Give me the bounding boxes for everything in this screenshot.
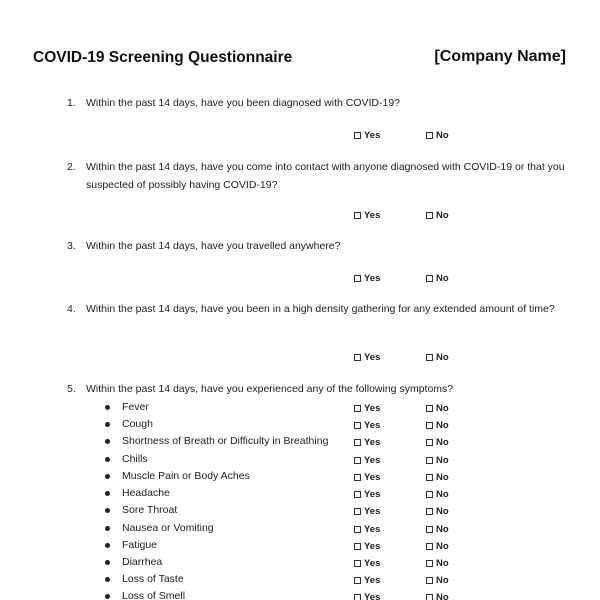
checkbox-icon[interactable] [354,508,361,515]
symptom-item-nausea [0,521,600,538]
no-option[interactable] [426,271,449,285]
yes-option[interactable] [354,453,380,467]
checkbox-icon[interactable] [426,577,433,584]
symptom-item-fever [0,400,600,417]
checkbox-icon[interactable] [426,560,433,567]
question-text: Within the past 14 days, have you been diagnosed with COVID-19? [86,97,401,109]
company-name: [Company Name] [434,48,566,65]
checkbox-icon[interactable] [426,212,433,219]
symptom-label: Loss of Smell [122,590,186,600]
yes-label: Yes [364,574,381,586]
checkbox-icon[interactable] [426,526,433,533]
checkbox-icon[interactable] [354,405,361,412]
no-label: No [436,209,449,221]
bullet-icon [105,577,110,582]
checkbox-icon[interactable] [354,275,361,282]
yes-option[interactable] [354,504,380,518]
yes-option[interactable] [354,435,380,449]
checkbox-icon[interactable] [354,422,361,429]
symptom-item-cough [0,417,600,434]
yes-label: Yes [364,419,381,431]
checkbox-icon[interactable] [426,439,433,446]
checkbox-icon[interactable] [426,543,433,550]
symptom-item-loss-of-smell [0,589,600,600]
yes-label: Yes [364,523,381,535]
no-option[interactable] [426,487,449,501]
no-label: No [436,557,449,569]
question-text: Within the past 14 days, have you travelled anywhere? [86,240,341,252]
yes-option[interactable] [354,401,380,415]
symptom-label: Loss of Taste [122,573,184,585]
yes-option[interactable] [354,539,380,553]
checkbox-icon[interactable] [354,594,361,600]
question-text: Within the past 14 days, have you come into contact with anyone diagnosed with COVID-19 or that you suspected of possibly having COVID-19? [86,161,565,191]
checkbox-icon[interactable] [354,354,361,361]
checkbox-icon[interactable] [426,594,433,600]
yes-option[interactable] [354,590,380,600]
yes-label: Yes [364,272,381,284]
question-text: Within the past 14 days, have you experienced any of the following symptoms? [86,383,454,395]
no-label: No [436,351,449,363]
yes-label: Yes [364,557,381,569]
checkbox-icon[interactable] [354,543,361,550]
question-number: 4. [67,303,76,315]
yes-option[interactable] [354,556,380,570]
yes-label: Yes [364,436,381,448]
checkbox-icon[interactable] [426,508,433,515]
no-label: No [436,488,449,500]
checkbox-icon[interactable] [426,474,433,481]
bullet-icon [105,405,110,410]
symptom-label: Diarrhea [122,556,163,568]
checkbox-icon[interactable] [426,405,433,412]
yes-label: Yes [364,351,381,363]
yes-option[interactable] [354,350,380,364]
checkbox-icon[interactable] [426,275,433,282]
no-option[interactable] [426,453,449,467]
yes-label: Yes [364,591,381,600]
yes-label: Yes [364,129,381,141]
no-label: No [436,454,449,466]
symptom-label: Cough [122,418,153,430]
no-option[interactable] [426,208,449,222]
yes-option[interactable] [354,271,380,285]
checkbox-icon[interactable] [354,474,361,481]
symptom-label: Shortness of Breath or Difficulty in Breathing [122,435,329,447]
symptom-label: Nausea or Vomiting [122,522,214,534]
symptom-item-muscle-pain [0,469,600,486]
no-option[interactable] [426,418,449,432]
no-label: No [436,471,449,483]
symptom-label: Chills [122,453,148,465]
bullet-icon [105,560,110,565]
yes-label: Yes [364,454,381,466]
symptom-item-fatigue [0,538,600,555]
yes-option[interactable] [354,418,380,432]
yes-label: Yes [364,471,381,483]
no-option[interactable] [426,556,449,570]
symptom-label: Fatigue [122,539,158,551]
symptom-label: Fever [122,401,149,413]
no-label: No [436,574,449,586]
no-option[interactable] [426,573,449,587]
no-label: No [436,591,449,600]
checkbox-icon[interactable] [354,526,361,533]
question-3-answers [0,271,600,285]
no-label: No [436,129,449,141]
yes-label: Yes [364,209,381,221]
bullet-icon [105,439,110,444]
question-text: Within the past 14 days, have you been in a high density gathering for any extended amount of time? [86,303,555,315]
no-label: No [436,523,449,535]
no-option[interactable] [426,470,449,484]
no-option[interactable] [426,435,449,449]
no-option[interactable] [426,504,449,518]
bullet-icon [105,508,110,513]
symptom-item-chills [0,452,600,469]
bullet-icon [105,594,110,599]
yes-label: Yes [364,488,381,500]
yes-label: Yes [364,505,381,517]
no-option[interactable] [426,590,449,600]
yes-option[interactable] [354,470,380,484]
yes-option[interactable] [354,573,380,587]
symptom-item-sore-throat [0,503,600,520]
question-number: 2. [67,161,76,173]
question-4-answers [0,350,600,364]
symptom-label: Headache [122,487,170,499]
no-option[interactable] [426,539,449,553]
symptom-item-shortness-of-breath [0,434,600,451]
checkbox-icon[interactable] [426,491,433,498]
no-option[interactable] [426,350,449,364]
no-label: No [436,272,449,284]
yes-option[interactable] [354,487,380,501]
checkbox-icon[interactable] [354,132,361,139]
bullet-icon [105,491,110,496]
yes-option[interactable] [354,208,380,222]
question-number: 3. [67,240,76,252]
no-option[interactable] [426,128,449,142]
yes-label: Yes [364,402,381,414]
checkbox-icon[interactable] [354,560,361,567]
checkbox-icon[interactable] [426,457,433,464]
checkbox-icon[interactable] [426,422,433,429]
question-number: 1. [67,97,76,109]
question-1-answers [0,128,600,142]
bullet-icon [105,543,110,548]
no-option[interactable] [426,401,449,415]
no-label: No [436,436,449,448]
bullet-icon [105,474,110,479]
checkbox-icon[interactable] [354,457,361,464]
symptom-item-headache [0,486,600,503]
checkbox-icon[interactable] [354,577,361,584]
checkbox-icon[interactable] [426,132,433,139]
checkbox-icon[interactable] [426,354,433,361]
symptom-item-diarrhea [0,555,600,572]
no-label: No [436,540,449,552]
no-label: No [436,402,449,414]
no-label: No [436,419,449,431]
checkbox-icon[interactable] [354,439,361,446]
symptom-label: Muscle Pain or Body Aches [122,470,250,482]
bullet-icon [105,422,110,427]
yes-option[interactable] [354,128,380,142]
question-number: 5. [67,383,76,395]
symptom-label: Sore Throat [122,504,178,516]
checkbox-icon[interactable] [354,212,361,219]
checkbox-icon[interactable] [354,491,361,498]
yes-label: Yes [364,540,381,552]
bullet-icon [105,457,110,462]
no-option[interactable] [426,522,449,536]
symptom-item-loss-of-taste [0,572,600,589]
question-2-answers [0,208,600,222]
document-title: COVID-19 Screening Questionnaire [33,49,293,66]
no-label: No [436,505,449,517]
bullet-icon [105,526,110,531]
yes-option[interactable] [354,522,380,536]
